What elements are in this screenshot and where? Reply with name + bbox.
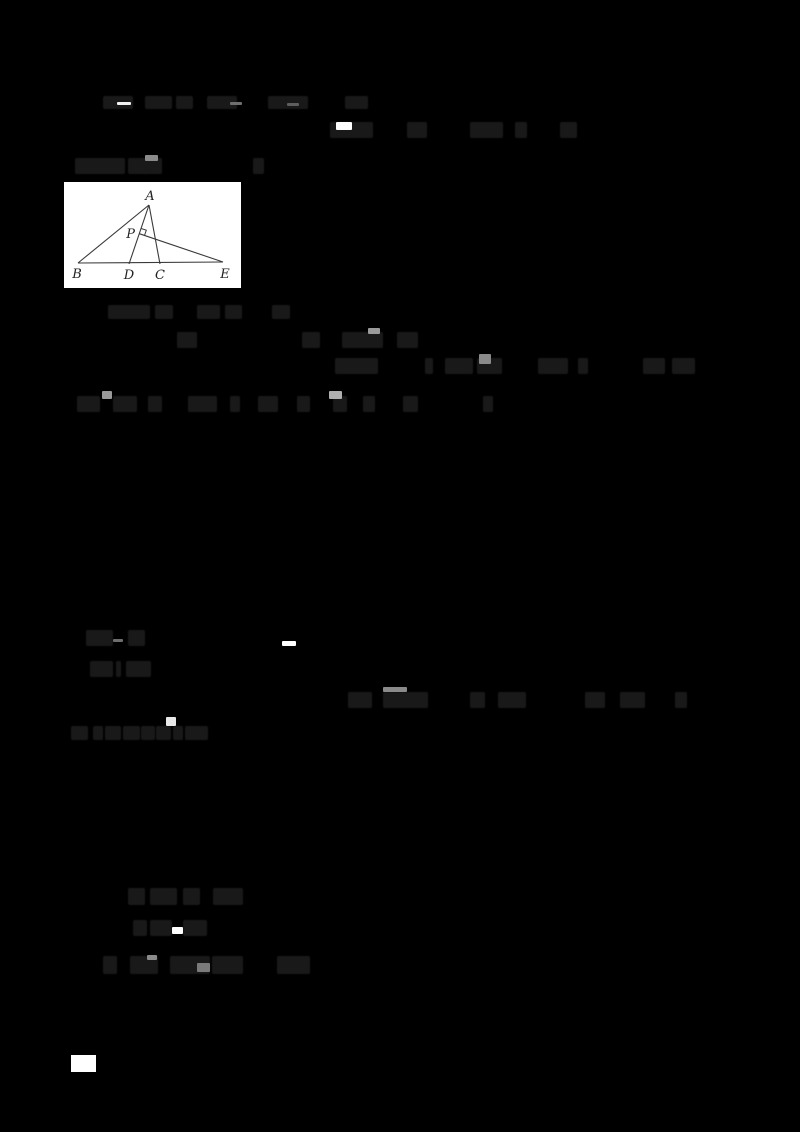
faint-formula-smudge	[150, 920, 172, 936]
faint-formula-smudge	[93, 726, 103, 740]
faint-formula-smudge	[363, 396, 375, 412]
gray-patch	[102, 391, 112, 399]
geometry-figure-box	[64, 182, 241, 288]
faint-formula-smudge	[403, 396, 418, 412]
dim-dash	[287, 103, 299, 106]
segment-BE	[78, 262, 223, 263]
segment-AC	[149, 205, 160, 264]
faint-formula-smudge	[407, 122, 427, 138]
faint-formula-smudge	[141, 726, 155, 740]
segment-EP	[139, 234, 223, 262]
faint-formula-smudge	[272, 305, 290, 319]
faint-formula-smudge	[620, 692, 645, 708]
faint-formula-smudge	[345, 96, 368, 109]
faint-formula-smudge	[253, 158, 264, 174]
faint-formula-smudge	[90, 661, 113, 677]
faint-formula-smudge	[230, 396, 240, 412]
faint-formula-smudge	[108, 305, 150, 319]
faint-formula-smudge	[578, 358, 588, 374]
white-patch	[336, 122, 352, 130]
faint-formula-smudge	[672, 358, 695, 374]
faint-formula-smudge	[445, 358, 473, 374]
faint-formula-smudge	[297, 396, 310, 412]
faint-formula-smudge	[258, 396, 278, 412]
faint-formula-smudge	[277, 956, 310, 974]
faint-formula-smudge	[225, 305, 242, 319]
faint-formula-smudge	[383, 692, 428, 708]
faint-formula-smudge	[86, 630, 113, 646]
vertex-label-E: E	[220, 267, 230, 282]
faint-formula-smudge	[188, 396, 217, 412]
faint-formula-smudge	[155, 305, 173, 319]
faint-formula-smudge	[425, 358, 433, 374]
faint-formula-smudge	[498, 692, 526, 708]
faint-formula-smudge	[116, 661, 121, 677]
faint-formula-smudge	[77, 396, 100, 412]
segment-BA	[78, 205, 149, 263]
footer-white-box	[71, 1055, 96, 1072]
faint-formula-smudge	[71, 726, 88, 740]
faint-formula-smudge	[212, 956, 243, 974]
faint-formula-smudge	[128, 630, 145, 646]
faint-formula-smudge	[113, 396, 137, 412]
faint-formula-smudge	[128, 888, 145, 905]
faint-formula-smudge	[145, 96, 172, 109]
dim-dash	[113, 639, 123, 642]
faint-formula-smudge	[675, 692, 687, 708]
faint-formula-smudge	[126, 661, 151, 677]
gray-patch	[197, 963, 210, 972]
faint-formula-smudge	[75, 158, 125, 174]
gray-patch	[383, 687, 407, 692]
dim-dash	[230, 102, 242, 105]
faint-formula-smudge	[397, 332, 418, 348]
gray-patch	[479, 354, 491, 364]
white-square	[166, 717, 176, 726]
faint-formula-smudge	[150, 888, 177, 905]
vertex-label-D: D	[123, 268, 135, 283]
faint-formula-smudge	[585, 692, 605, 708]
faint-formula-smudge	[173, 726, 183, 740]
gray-patch	[145, 155, 158, 161]
gray-patch	[368, 328, 380, 334]
faint-formula-smudge	[148, 396, 162, 412]
gray-slash	[147, 955, 157, 960]
faint-formula-smudge	[335, 358, 378, 374]
faint-formula-smudge	[342, 332, 383, 348]
vertex-label-B: B	[72, 267, 82, 282]
faint-formula-smudge	[515, 122, 527, 138]
vertex-label-A: A	[145, 189, 155, 204]
faint-formula-smudge	[185, 726, 208, 740]
faint-formula-smudge	[183, 888, 200, 905]
faint-formula-smudge	[643, 358, 665, 374]
faint-formula-smudge	[538, 358, 568, 374]
faint-formula-smudge	[133, 920, 147, 936]
fraction-bar	[282, 641, 296, 646]
faint-formula-smudge	[105, 726, 121, 740]
faint-formula-smudge	[348, 692, 372, 708]
faint-formula-smudge	[470, 122, 503, 138]
faint-formula-smudge	[176, 96, 193, 109]
gray-patch	[329, 391, 342, 399]
faint-formula-smudge	[123, 726, 140, 740]
faint-formula-smudge	[483, 396, 493, 412]
equals-sign	[172, 927, 183, 934]
faint-formula-smudge	[183, 920, 207, 936]
vertex-label-C: C	[155, 268, 165, 283]
faint-formula-smudge	[470, 692, 485, 708]
faint-formula-smudge	[197, 305, 220, 319]
faint-formula-smudge	[103, 956, 117, 974]
faint-formula-smudge	[156, 726, 171, 740]
vertex-label-P: P	[126, 227, 135, 242]
faint-formula-smudge	[213, 888, 243, 905]
fraction-bar	[117, 102, 131, 105]
faint-formula-smudge	[177, 332, 197, 348]
faint-formula-smudge	[560, 122, 577, 138]
triangle-diagram	[64, 182, 241, 288]
faint-formula-smudge	[302, 332, 320, 348]
